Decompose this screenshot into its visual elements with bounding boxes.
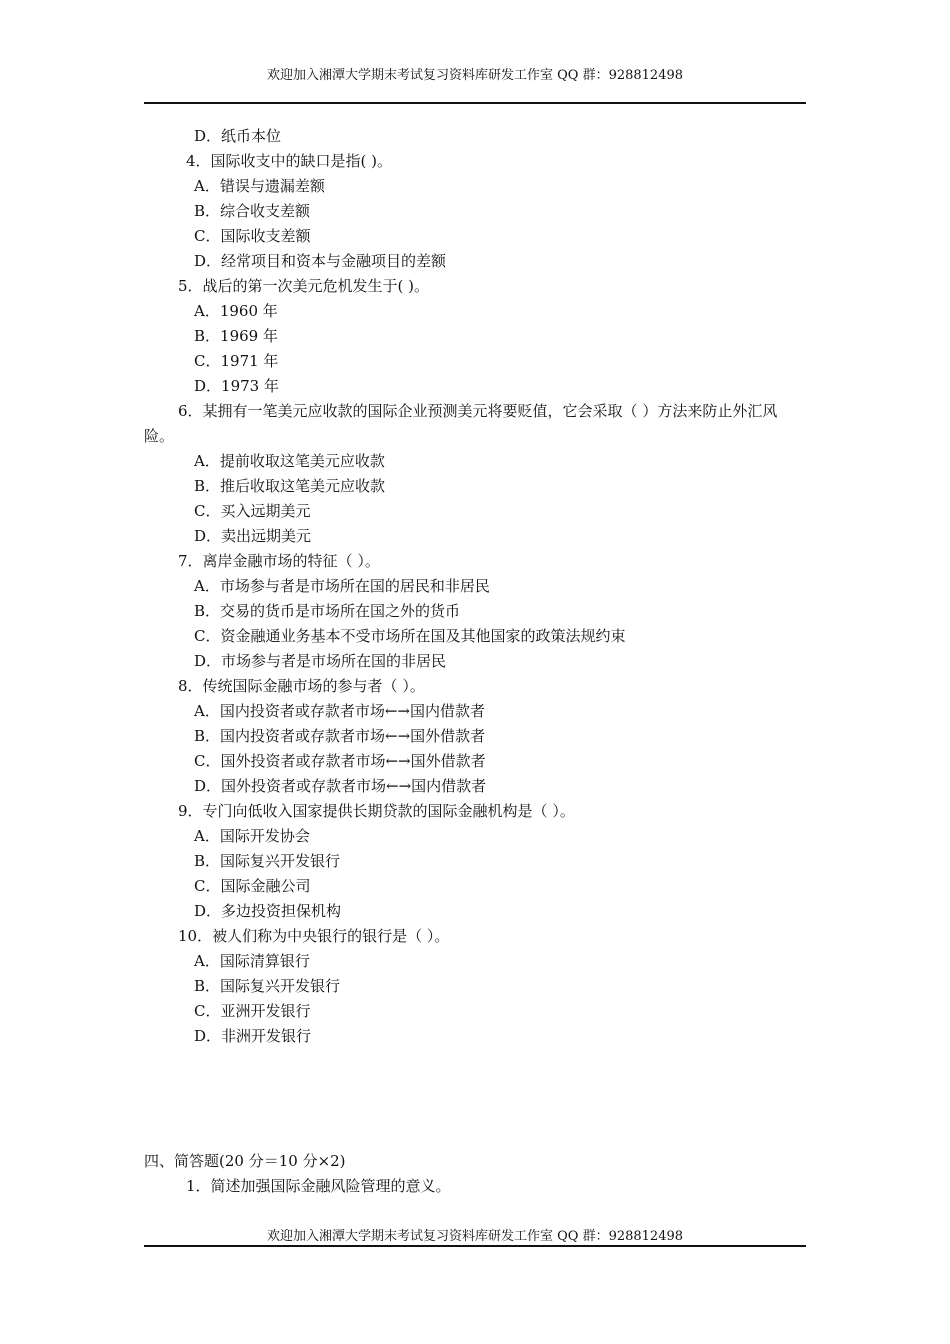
option-line: D．市场参与者是市场所在国的非居民 xyxy=(194,652,447,670)
option-line: A．1960 年 xyxy=(194,302,278,320)
question-line: 7．离岸金融市场的特征（ ）。 xyxy=(178,552,380,570)
option-line: A．提前收取这笔美元应收款 xyxy=(194,452,385,470)
option-line: D．纸币本位 xyxy=(194,127,282,145)
option-line: B．国内投资者或存款者市场←→国外借款者 xyxy=(194,727,486,745)
option-line: D．多边投资担保机构 xyxy=(194,902,342,920)
option-line: B．交易的货币是市场所在国之外的货币 xyxy=(194,602,461,620)
option-line: C．国际收支差额 xyxy=(194,227,311,245)
option-line: D．卖出远期美元 xyxy=(194,527,312,545)
option-line: C．1971 年 xyxy=(194,352,279,370)
option-line: A．国内投资者或存款者市场←→国内借款者 xyxy=(194,702,485,720)
short-answer-question: 1．简述加强国际金融风险管理的意义。 xyxy=(186,1177,451,1195)
footer-rule xyxy=(144,1245,806,1247)
option-line: C．资金融通业务基本不受市场所在国及其他国家的政策法规约束 xyxy=(194,627,626,645)
page-header: 欢迎加入湘潭大学期末考试复习资料库研发工作室 QQ 群：928812498 xyxy=(266,68,684,83)
option-line: B．国际复兴开发银行 xyxy=(194,977,341,995)
question-line: 4．国际收支中的缺口是指( )。 xyxy=(186,152,393,170)
option-line: A．国际开发协会 xyxy=(194,827,310,845)
option-line: B．1969 年 xyxy=(194,327,278,345)
option-line: A．错误与遗漏差额 xyxy=(194,177,325,195)
question-line: 5．战后的第一次美元危机发生于( )。 xyxy=(178,277,430,295)
option-line: D．经常项目和资本与金融项目的差额 xyxy=(194,252,447,270)
option-line: C．买入远期美元 xyxy=(194,502,311,520)
option-line: C．亚洲开发银行 xyxy=(194,1002,311,1020)
header-rule xyxy=(144,102,806,104)
option-line: D．1973 年 xyxy=(194,377,279,395)
option-line: A．国际清算银行 xyxy=(194,952,310,970)
page-footer: 欢迎加入湘潭大学期末考试复习资料库研发工作室 QQ 群：928812498 xyxy=(266,1229,684,1244)
option-line: D．国外投资者或存款者市场←→国内借款者 xyxy=(194,777,487,795)
option-line: B．综合收支差额 xyxy=(194,202,311,220)
question-line: 10．被人们称为中央银行的银行是（ ）。 xyxy=(178,927,450,945)
question-line: 6．某拥有一笔美元应收款的国际企业预测美元将要贬值，它会采取（ ）方法来防止外汇风险。 xyxy=(144,402,778,445)
option-line: B．国际复兴开发银行 xyxy=(194,852,341,870)
question-line: 9．专门向低收入国家提供长期贷款的国际金融机构是（ ）。 xyxy=(178,802,575,820)
document-body xyxy=(144,124,806,1199)
option-line: C．国外投资者或存款者市场←→国外借款者 xyxy=(194,752,486,770)
option-line: D．非洲开发银行 xyxy=(194,1027,312,1045)
option-line: A．市场参与者是市场所在国的居民和非居民 xyxy=(194,577,490,595)
option-line: C．国际金融公司 xyxy=(194,877,311,895)
blank-space xyxy=(144,1049,806,1149)
section-heading: 四、简答题(20 分＝10 分×2) xyxy=(144,1152,346,1170)
option-line: B．推后收取这笔美元应收款 xyxy=(194,477,386,495)
question-line: 8．传统国际金融市场的参与者（ ）。 xyxy=(178,677,425,695)
